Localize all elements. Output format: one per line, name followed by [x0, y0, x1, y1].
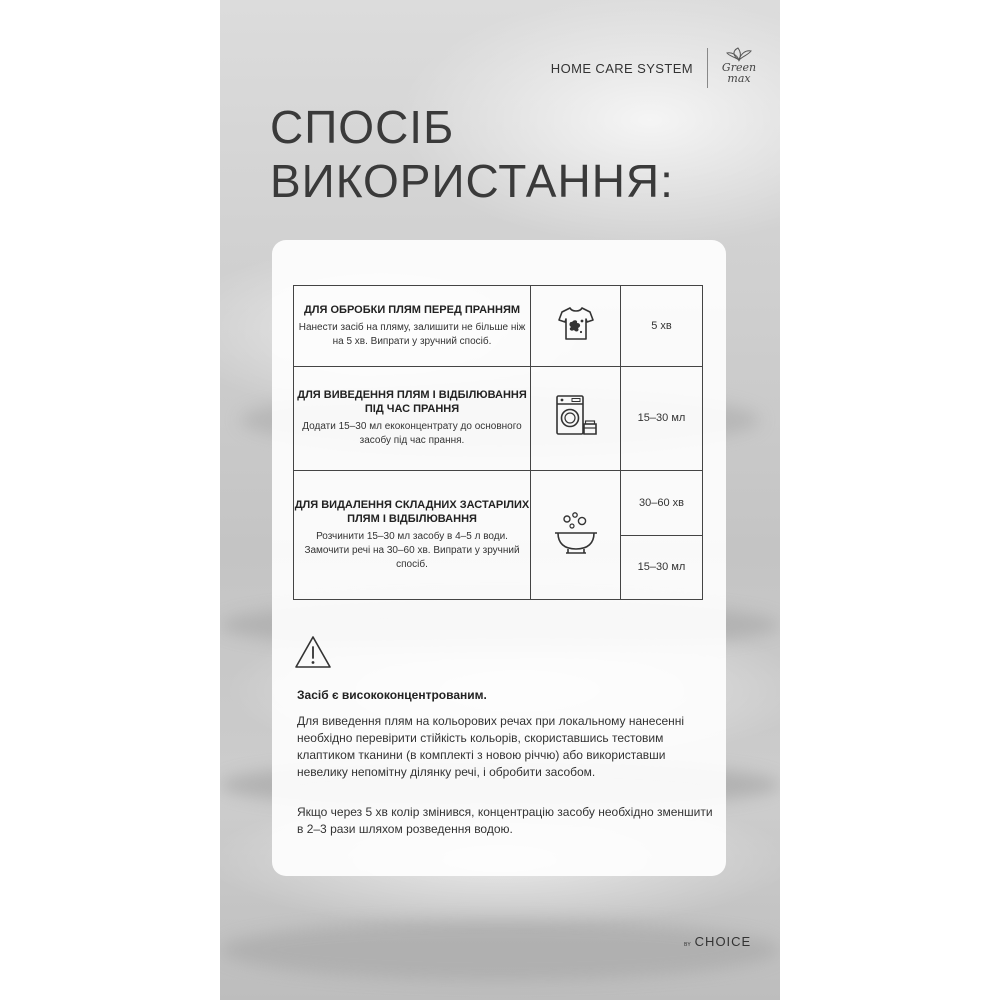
soak-basin-icon [550, 511, 602, 555]
brand-divider [707, 48, 708, 88]
row-time-cell: 15–30 мл [621, 535, 703, 599]
warning-paragraph-2: Якщо через 5 хв колір змінився, концентрацію засобу необхідно зменшити в 2–3 рази шляхом розведення водою. [297, 805, 713, 836]
row-time-cell: 5 хв [621, 286, 703, 367]
row-heading: ДЛЯ ВИДАЛЕННЯ СКЛАДНИХ ЗАСТАРІЛИХ ПЛЯМ І ВІДБІЛЮВАННЯ [294, 499, 530, 526]
logo-text-max: max [727, 72, 751, 85]
row-time-cell: 15–30 мл [621, 366, 703, 471]
by-label: BY [684, 942, 691, 948]
row-description [294, 471, 531, 600]
brand-row [551, 46, 762, 90]
row-icon-cell [531, 471, 621, 600]
row-heading: ДЛЯ ОБРОБКИ ПЛЯМ ПЕРЕД ПРАННЯМ [303, 303, 521, 316]
row-text: Додати 15–30 мл екоконцентрату до основного засобу під час прання. [302, 421, 522, 447]
row-time-cell: 30–60 хв [621, 471, 703, 535]
warning-paragraph-1: Для виведення плям на кольорових речах при локальному нанесенні необхідно перевірити стійкість кольорів, скориставшись тестовим клаптиком тканини (в комплекті з новою річчю) або використавши невелику непомітну ділянку речі, і обробити засобом. [297, 714, 685, 779]
table-row [294, 366, 703, 471]
row-description [294, 366, 531, 471]
row-heading: ДЛЯ ВИВЕДЕННЯ ПЛЯМ І ВІДБІЛЮВАННЯ ПІД ЧАС ПРАННЯ [297, 389, 527, 416]
title-line-2: ВИКОРИСТАННЯ: [270, 155, 674, 207]
stained-tshirt-icon [556, 303, 596, 343]
green-max-logo [716, 46, 762, 90]
page-title [270, 100, 674, 208]
row-icon-cell [531, 286, 621, 367]
row-text: Розчинити 15–30 мл засобу в 4–5 л води. Замочити речі на 30–60 хв. Випрати у зручний спосіб. [304, 531, 520, 571]
title-line-1: СПОСІБ [270, 101, 455, 153]
row-description [294, 286, 531, 367]
choice-logo-text: CHOICE [694, 934, 752, 949]
towel-background-shade [220, 920, 780, 980]
row-text: Нанести засіб на пляму, залишити не більше ніж на 5 хв. Випрати у зручний спосіб. [298, 321, 526, 347]
poster [220, 0, 780, 1000]
instructions-card [272, 240, 726, 876]
warning-title: Засіб є висококонцентрованим. [297, 688, 487, 702]
logo-text-green: Green [721, 61, 757, 74]
row-icon-cell [531, 366, 621, 471]
home-care-system-label: HOME CARE SYSTEM [550, 60, 693, 76]
washing-machine-icon [552, 392, 600, 440]
table-row [294, 286, 703, 367]
usage-table [293, 285, 703, 600]
table-row [294, 471, 703, 535]
by-choice-brand [684, 934, 751, 949]
warning-triangle-icon [294, 634, 332, 670]
leaf-icon [716, 46, 762, 62]
